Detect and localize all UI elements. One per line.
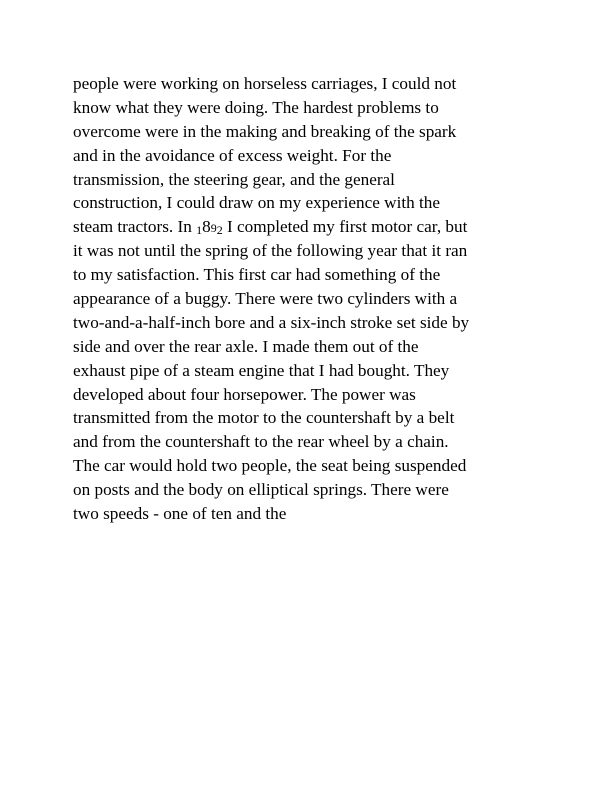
text-line-15: transmitted from the motor to the countershaft by a belt [73,408,455,428]
text-line-13: exhaust pipe of a steam engine that I had bought. They [73,360,450,380]
year-digit-1: 1 [196,223,203,238]
text-line-3: overcome were in the making and breaking of the spark [73,121,457,141]
body-paragraph [73,72,553,526]
year-digit-2: 8 [202,217,211,237]
text-line-7-after: I completed my first motor car, but [222,217,468,237]
text-line-6: construction, I could draw on my experience with the [73,193,441,213]
text-line-18: on posts and the body on elliptical springs. There were [73,480,449,500]
text-line-8: it was not until the spring of the following year that it ran [73,241,468,261]
text-line-10: appearance of a buggy. There were two cylinders with a [73,289,458,309]
text-line-4: and in the avoidance of excess weight. For the [73,145,392,165]
year-digit-3: 9 [210,221,217,236]
text-line-16: and from the countershaft to the rear wheel by a chain. [73,432,449,452]
text-line-1: people were working on horseless carriages, I could not [73,74,457,93]
text-line-2: know what they were doing. The hardest problems to [73,97,439,117]
text-line-19: two speeds - one of ten and the [73,504,287,524]
text-line-14: developed about four horsepower. The power was [73,384,416,404]
text-line-11: two-and-a-half-inch bore and a six-inch stroke set side by [73,312,470,332]
year-digit-4: 2 [216,223,223,238]
text-line-9: to my satisfaction. This first car had something of the [73,265,441,285]
text-line-7-before: steam tractors. In [73,217,197,237]
text-line-17: The car would hold two people, the seat being suspended [73,456,467,476]
text-line-5: transmission, the steering gear, and the general [73,169,395,189]
text-line-12: side and over the rear axle. I made them out of the [73,336,419,356]
text-line-7 [73,215,553,239]
